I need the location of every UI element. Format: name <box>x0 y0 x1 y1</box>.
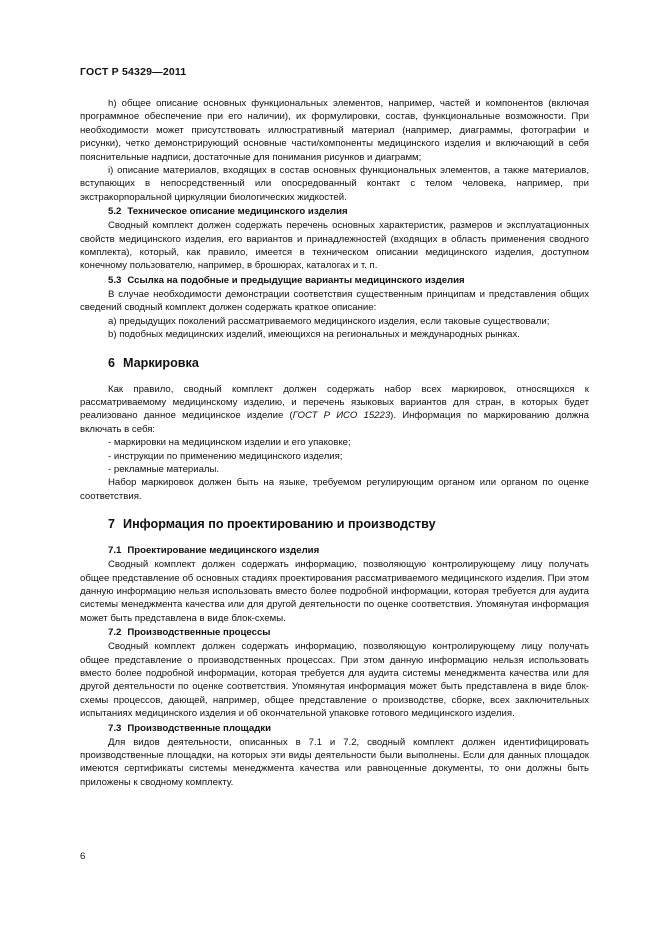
paragraph-6-end: Набор маркировок должен быть на языке, требуемом регулирующим органом или органом по оценке соответствия. <box>80 477 589 502</box>
section-number: 7.3 <box>108 722 122 734</box>
list-item-instructions: - инструкции по применению медицинского изделия; <box>108 450 343 462</box>
document-header: ГОСТ Р 54329—2011 <box>80 66 187 78</box>
section-title: Производственные площадки <box>127 722 271 734</box>
list-item-5-3-b: b) подобных медицинских изделий, имеющихся на региональных и международных рынках. <box>108 329 520 341</box>
paragraph-7-2: Сводный комплект должен содержать информацию, позволяющую контролирующему лицу получать общее представление о производственных процессах. При этом данную информацию нельзя использовать вместо более подробной информации, которая требуется для аудита системы менеджмента качества или для другой деятельности по оценке соответствия. Упомянутая информация может быть представлена в виде блок-схемы процессов, дающей, например, общее представление о производстве, сборке, всех заключительных испытаниях медицинского изделия и об окончательной упаковке готового медицинского изделия. <box>80 641 589 720</box>
section-number: 5.3 <box>108 274 122 286</box>
section-number: 5.2 <box>108 206 122 218</box>
section-title: Ссылка на подобные и предыдущие варианты медицинского изделия <box>127 274 465 286</box>
section-7-1-heading <box>80 544 589 558</box>
section-title: Информация по проектированию и производству <box>123 517 436 532</box>
section-number: 7.2 <box>108 627 122 639</box>
section-7-3-heading <box>80 722 589 736</box>
paragraph-item-h: h) общее описание основных функциональных элементов, например, частей и компонентов (включая программное обеспечение при его наличии), их формулировки, состав, функциональные возможности. При необходимости может присутствовать иллюстративный материал (например, диаграммы, фотографии и рисунки), четко демонстрирующий основные части/компоненты медицинского изделия и включающий в себя пояснительные надписи, достаточные для понимания рисунков и диаграмм; <box>80 98 589 163</box>
section-6-heading <box>80 356 589 371</box>
document-body <box>80 97 589 789</box>
list-item-advertising: - рекламные материалы. <box>108 463 220 475</box>
list-item-5-3-a: a) предыдущих поколений рассматриваемого медицинского изделия, если таковые существовали; <box>108 315 550 327</box>
paragraph-text: Как правило, сводный комплект должен содержать набор всех маркировок, относящихся к рассматриваемому медицинскому изделию, и перечень языковых вариантов для стран, в которых будет реализовано данное медицинское изделие ( <box>80 383 589 422</box>
paragraph-6 <box>80 383 589 437</box>
section-number: 7.1 <box>108 545 122 557</box>
paragraph-text: ). Информация по маркированию должна включать в себя: <box>80 410 589 435</box>
paragraph-7-1: Сводный комплект должен содержать информацию, позволяющую контролирующему лицу получать общее представление об основных стадиях проектирования рассматриваемого медицинского изделия. При этом данную информацию нельзя использовать вместо более подробной информации, которая требуется для аудита системы менеджмента качества или для другой деятельности по оценке соответствия. Упомянутая информация может быть представлена в виде блок-схемы. <box>80 559 589 624</box>
section-title: Производственные процессы <box>127 627 271 639</box>
section-7-2-heading <box>80 626 589 640</box>
section-5-2-heading <box>80 205 589 219</box>
section-title: Техническое описание медицинского изделия <box>127 206 348 218</box>
paragraph-item-i: i) описание материалов, входящих в состав основных функциональных элементов, а также материалов, вступающих в непосредственный или опосредованный контакт с телом человека, например, при экстракорпоральной циркуляции биологических жидкостей. <box>80 165 589 203</box>
section-number: 6 <box>108 355 116 370</box>
paragraph-5-3: В случае необходимости демонстрации соответствия существенным принципам и представления общих сведений сводный комплект должен содержать краткое описание: <box>80 288 589 314</box>
section-number: 7 <box>108 517 116 532</box>
section-5-3-heading <box>80 274 589 288</box>
list-item-labeling: - маркировки на медицинском изделии и его упаковке; <box>108 437 351 449</box>
paragraph-5-2: Сводный комплект должен содержать перечень основных характеристик, размеров и эксплуатационных свойств медицинского изделия, его вариантов и принадлежностей (входящих в область применения сводного комплекта), который, как правило, имеется в техническом описании медицинского изделия, доступном конечному пользователю, например, в брошюрах, каталогах и т. п. <box>80 220 589 272</box>
section-title: Проектирование медицинского изделия <box>127 545 320 557</box>
section-title: Маркировка <box>123 355 199 370</box>
page-number: 6 <box>80 851 86 862</box>
paragraph-7-3: Для видов деятельности, описанных в 7.1 и 7.2, сводный комплект должен идентифицировать производственные площадки, на которых эти виды деятельности были выполнены. Если для данных площадок имеются сертификаты системы менеджмента качества или равноценные документы, то они должны быть приложены к сводному комплекту. <box>80 736 589 788</box>
standard-reference: ГОСТ Р ИСО 15223 <box>292 410 391 422</box>
section-7-heading <box>80 517 589 532</box>
